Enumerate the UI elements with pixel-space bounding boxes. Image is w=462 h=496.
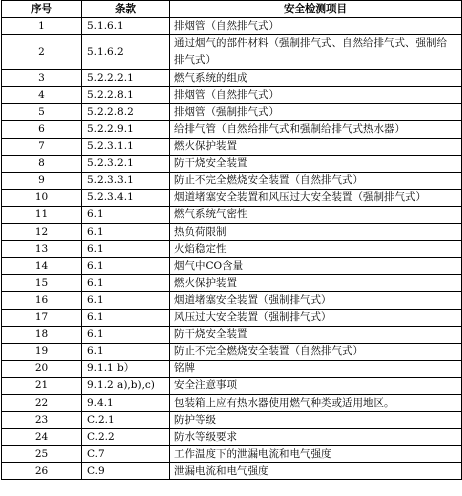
table-row	[2, 258, 462, 275]
row-clause: 6.1	[82, 224, 170, 241]
row-clause: 6.1	[82, 206, 170, 223]
row-serial-number: 4	[2, 87, 82, 104]
table-row	[2, 412, 462, 429]
row-clause: 6.1	[82, 275, 170, 292]
table-row	[2, 292, 462, 309]
row-inspection-item: 防水等级要求	[170, 429, 462, 446]
row-serial-number: 12	[2, 224, 82, 241]
table-row	[2, 206, 462, 223]
row-serial-number: 11	[2, 206, 82, 223]
row-serial-number: 22	[2, 394, 82, 411]
table-row	[2, 394, 462, 411]
row-serial-number: 21	[2, 377, 82, 394]
table-row	[2, 241, 462, 258]
table-row	[2, 224, 462, 241]
row-inspection-item: 烟气中CO含量	[170, 258, 462, 275]
row-inspection-item: 排烟管（自然排气式）	[170, 87, 462, 104]
row-inspection-item: 火焰稳定性	[170, 241, 462, 258]
row-clause: 5.1.6.2	[82, 35, 170, 70]
table-row	[2, 377, 462, 394]
row-inspection-item: 给排气管（自然给排气式和强制给排气式热水器）	[170, 121, 462, 138]
row-serial-number: 18	[2, 326, 82, 343]
row-serial-number: 13	[2, 241, 82, 258]
safety-inspection-table	[1, 0, 462, 480]
row-clause: C.7	[82, 446, 170, 463]
row-serial-number: 16	[2, 292, 82, 309]
row-clause: 9.4.1	[82, 394, 170, 411]
row-clause: 6.1	[82, 258, 170, 275]
row-clause: 5.2.3.4.1	[82, 189, 170, 206]
table-row	[2, 463, 462, 480]
row-clause: 5.2.2.9.1	[82, 121, 170, 138]
table-row	[2, 172, 462, 189]
table-row	[2, 138, 462, 155]
row-inspection-item: 防止不完全燃烧安全装置（自然排气式）	[170, 172, 462, 189]
row-inspection-item: 包装箱上应有热水器使用燃气种类或适用地区。	[170, 394, 462, 411]
row-inspection-item: 泄漏电流和电气强度	[170, 463, 462, 480]
row-serial-number: 2	[2, 35, 82, 70]
row-clause: 6.1	[82, 309, 170, 326]
row-inspection-item: 燃气系统的组成	[170, 70, 462, 87]
row-inspection-item: 燃气系统气密性	[170, 206, 462, 223]
row-clause: 5.2.3.3.1	[82, 172, 170, 189]
row-clause: 5.2.2.2.1	[82, 70, 170, 87]
table-row	[2, 121, 462, 138]
row-clause: 5.1.6.1	[82, 18, 170, 35]
row-inspection-item: 风压过大安全装置（强制排气式）	[170, 309, 462, 326]
row-serial-number: 10	[2, 189, 82, 206]
row-serial-number: 1	[2, 18, 82, 35]
row-serial-number: 15	[2, 275, 82, 292]
table-row	[2, 70, 462, 87]
table-row	[2, 429, 462, 446]
row-serial-number: 25	[2, 446, 82, 463]
row-serial-number: 24	[2, 429, 82, 446]
row-inspection-item: 防止不完全燃烧安全装置（自然排气式）	[170, 343, 462, 360]
row-serial-number: 23	[2, 412, 82, 429]
row-clause: 5.2.3.1.1	[82, 138, 170, 155]
row-clause: C.2.2	[82, 429, 170, 446]
row-inspection-item: 防护等级	[170, 412, 462, 429]
table-header-row	[2, 1, 462, 18]
row-clause: 9.1.1 b）	[82, 360, 170, 377]
row-clause: 5.2.2.8.1	[82, 87, 170, 104]
row-serial-number: 6	[2, 121, 82, 138]
row-serial-number: 19	[2, 343, 82, 360]
table-row	[2, 326, 462, 343]
row-serial-number: 14	[2, 258, 82, 275]
table-row	[2, 343, 462, 360]
row-clause: 9.1.2 a),b),c)	[82, 377, 170, 394]
row-inspection-item: 燃火保护装置	[170, 138, 462, 155]
row-clause: 6.1	[82, 343, 170, 360]
row-serial-number: 20	[2, 360, 82, 377]
row-serial-number: 3	[2, 70, 82, 87]
header-inspection-item: 安全检测项目	[170, 1, 462, 18]
row-clause: C.2.1	[82, 412, 170, 429]
row-inspection-item: 燃火保护装置	[170, 275, 462, 292]
row-serial-number: 9	[2, 172, 82, 189]
row-inspection-item: 安全注意事项	[170, 377, 462, 394]
table-row	[2, 309, 462, 326]
row-inspection-item: 热负荷限制	[170, 224, 462, 241]
row-clause: 5.2.3.2.1	[82, 155, 170, 172]
row-clause: 5.2.2.8.2	[82, 104, 170, 121]
row-inspection-item: 烟道堵塞安全装置和风压过大安全装置（强制排气式）	[170, 189, 462, 206]
row-serial-number: 7	[2, 138, 82, 155]
header-serial-number: 序号	[2, 1, 82, 18]
table-row	[2, 104, 462, 121]
row-inspection-item: 排烟管（强制排气式）	[170, 104, 462, 121]
row-serial-number: 26	[2, 463, 82, 480]
row-serial-number: 17	[2, 309, 82, 326]
row-clause: 6.1	[82, 326, 170, 343]
row-inspection-item: 防干烧安全装置	[170, 326, 462, 343]
row-inspection-item: 烟道堵塞安全装置（强制排气式）	[170, 292, 462, 309]
row-serial-number: 8	[2, 155, 82, 172]
row-inspection-item: 铭牌	[170, 360, 462, 377]
row-clause: C.9	[82, 463, 170, 480]
row-clause: 6.1	[82, 241, 170, 258]
row-inspection-item: 防干烧安全装置	[170, 155, 462, 172]
row-clause: 6.1	[82, 292, 170, 309]
row-inspection-item: 排烟管（自然排气式）	[170, 18, 462, 35]
table-row	[2, 18, 462, 35]
row-inspection-item: 工作温度下的泄漏电流和电气强度	[170, 446, 462, 463]
table-row	[2, 189, 462, 206]
table-row	[2, 87, 462, 104]
table-row	[2, 360, 462, 377]
table-row	[2, 275, 462, 292]
table-row	[2, 35, 462, 70]
row-inspection-item: 通过烟气的部件材料（强制排气式、自然给排气式、强制给排气式）	[170, 35, 462, 70]
row-serial-number: 5	[2, 104, 82, 121]
table-row	[2, 446, 462, 463]
header-clause: 条款	[82, 1, 170, 18]
table-row	[2, 155, 462, 172]
